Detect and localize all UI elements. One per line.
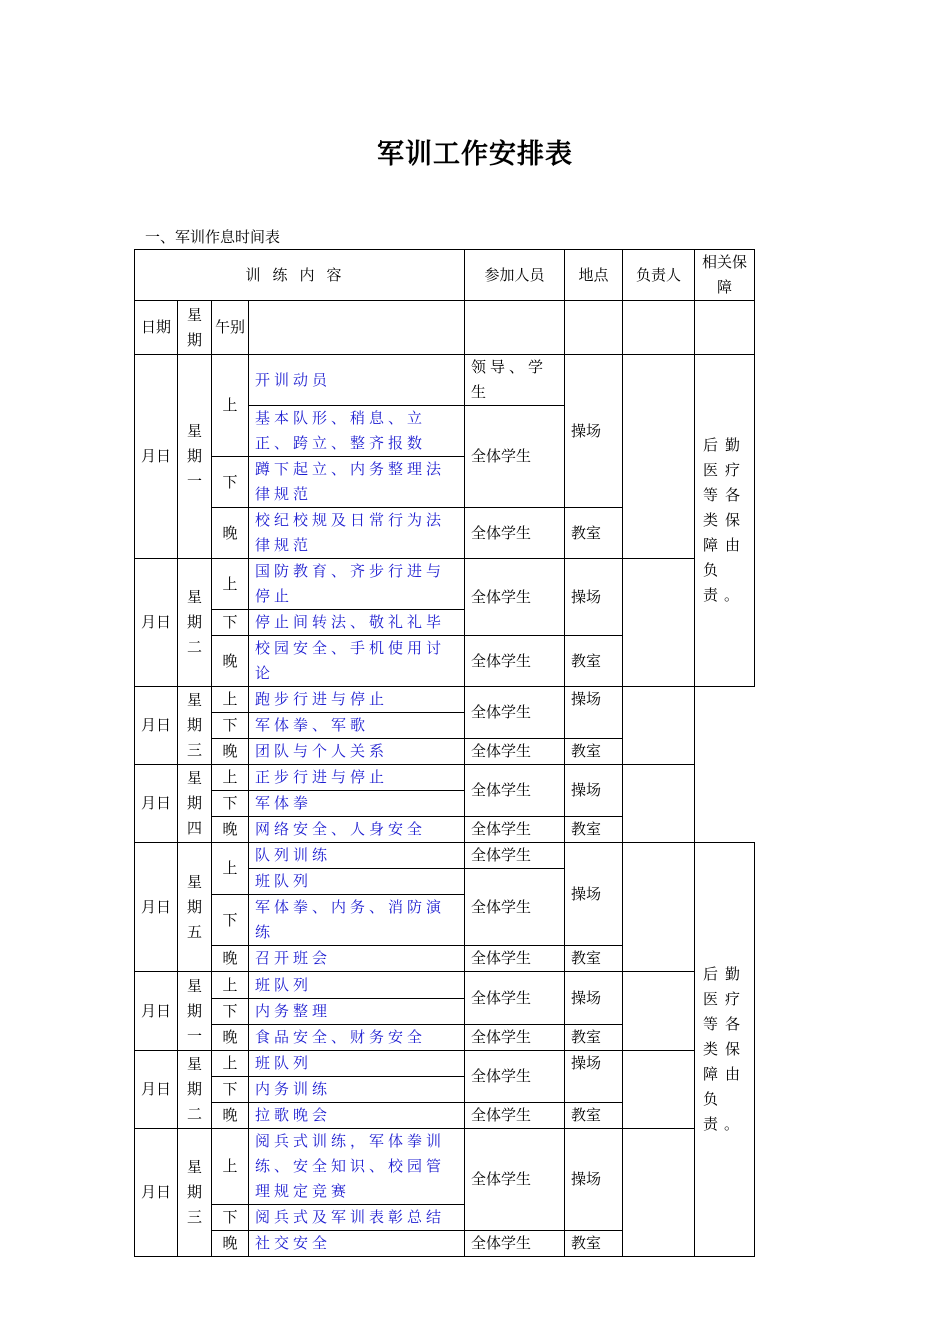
- header-period: 午别: [212, 301, 249, 355]
- table-row: [135, 355, 755, 406]
- responsible-cell: [623, 1051, 695, 1129]
- content-cell: 团队与个人关系: [249, 739, 465, 765]
- period-cell: 上: [212, 355, 249, 457]
- period-cell: 下: [212, 1077, 249, 1103]
- content-cell: 班队列: [249, 869, 465, 895]
- content-cell: 军体拳: [249, 791, 465, 817]
- date-cell: 月日: [135, 972, 178, 1051]
- header-responsible: 负责人: [623, 250, 695, 301]
- responsible-cell: [623, 972, 695, 1051]
- period-cell: 上: [212, 972, 249, 999]
- content-cell: 阅兵式训练，军体拳训练、安全知识、校园管理规定竞赛: [249, 1129, 465, 1205]
- participants-cell: 全体学生: [465, 765, 565, 817]
- content-cell: 召开班会: [249, 946, 465, 972]
- location-cell: 操场: [565, 765, 623, 817]
- content-cell: 校园安全、手机使用讨论: [249, 636, 465, 687]
- location-cell: 操场: [565, 972, 623, 1025]
- location-cell: 操场: [565, 843, 623, 946]
- date-cell: 月日: [135, 687, 178, 765]
- date-cell: 月日: [135, 1051, 178, 1129]
- participants-cell: 全体学生: [465, 1103, 565, 1129]
- support-cell: 后勤医疗等各类保障由负责。: [695, 355, 755, 687]
- period-cell: 上: [212, 1129, 249, 1205]
- content-cell: 跑步行进与停止: [249, 687, 465, 713]
- weekday-cell: 星期三: [178, 1129, 212, 1257]
- participants-cell: 全体学生: [465, 406, 565, 508]
- header-weekday: 星期: [178, 301, 212, 355]
- participants-cell: 全体学生: [465, 1025, 565, 1051]
- table-row: [135, 765, 755, 791]
- period-cell: 上: [212, 559, 249, 610]
- header-date: 日期: [135, 301, 178, 355]
- responsible-cell: [623, 355, 695, 559]
- location-cell: 教室: [565, 946, 623, 972]
- table-row: [135, 687, 755, 713]
- content-cell: 阅兵式及军训表彰总结: [249, 1205, 465, 1231]
- table-row: [135, 1051, 755, 1077]
- content-cell: 班队列: [249, 1051, 465, 1077]
- content-cell: 军体拳、军歌: [249, 713, 465, 739]
- content-cell: 国防教育、齐步行进与停止: [249, 559, 465, 610]
- content-cell: 拉歌晚会: [249, 1103, 465, 1129]
- participants-cell: 全体学生: [465, 1231, 565, 1257]
- date-cell: 月日: [135, 559, 178, 687]
- participants-cell: 全体学生: [465, 972, 565, 1025]
- header-content: 训练内容: [135, 250, 465, 301]
- participants-cell: 全体学生: [465, 739, 565, 765]
- period-cell: 下: [212, 895, 249, 946]
- content-cell: 正步行进与停止: [249, 765, 465, 791]
- location-cell: 教室: [565, 739, 623, 765]
- weekday-cell: 星期二: [178, 1051, 212, 1129]
- responsible-cell: [623, 1129, 695, 1257]
- content-cell: 队列训练: [249, 843, 465, 869]
- content-cell: 停止间转法、敬礼礼毕: [249, 610, 465, 636]
- location-cell: 教室: [565, 1231, 623, 1257]
- period-cell: 晚: [212, 1231, 249, 1257]
- location-cell: 操场: [565, 687, 623, 739]
- participants-cell: 全体学生: [465, 869, 565, 946]
- responsible-cell: [623, 765, 695, 843]
- location-cell: 操场: [565, 559, 623, 636]
- location-cell: 操场: [565, 355, 623, 508]
- content-cell: 军体拳、内务、消防演练: [249, 895, 465, 946]
- content-cell: 网络安全、人身安全: [249, 817, 465, 843]
- content-cell: 校纪校规及日常行为法律规范: [249, 508, 465, 559]
- participants-cell: 领导、学生: [465, 355, 565, 406]
- period-cell: 晚: [212, 1103, 249, 1129]
- content-cell: 内务训练: [249, 1077, 465, 1103]
- participants-cell: 全体学生: [465, 946, 565, 972]
- location-cell: 教室: [565, 1103, 623, 1129]
- date-cell: 月日: [135, 765, 178, 843]
- weekday-cell: 星期五: [178, 843, 212, 972]
- participants-cell: 全体学生: [465, 1051, 565, 1103]
- header-row: [135, 250, 755, 301]
- period-cell: 下: [212, 713, 249, 739]
- period-cell: 下: [212, 1205, 249, 1231]
- location-cell: 教室: [565, 636, 623, 687]
- responsible-cell: [623, 687, 695, 765]
- weekday-cell: 星期一: [178, 355, 212, 559]
- period-cell: 上: [212, 1051, 249, 1077]
- header-support: 相关保障: [695, 250, 755, 301]
- period-cell: 晚: [212, 508, 249, 559]
- participants-cell: 全体学生: [465, 559, 565, 636]
- period-cell: 晚: [212, 636, 249, 687]
- location-cell: 教室: [565, 817, 623, 843]
- period-cell: 上: [212, 843, 249, 895]
- header-location: 地点: [565, 250, 623, 301]
- responsible-cell: [623, 843, 695, 972]
- participants-cell: 全体学生: [465, 687, 565, 739]
- date-cell: 月日: [135, 355, 178, 559]
- section-heading: 一、军训作息时间表: [145, 228, 281, 246]
- table-row: [135, 972, 755, 999]
- period-cell: 上: [212, 687, 249, 713]
- period-cell: 下: [212, 791, 249, 817]
- period-cell: 下: [212, 999, 249, 1025]
- period-cell: 下: [212, 457, 249, 508]
- content-cell: 基本队形、稍息、立正、跨立、整齐报数: [249, 406, 465, 457]
- subheader-row: [135, 301, 755, 355]
- participants-cell: 全体学生: [465, 843, 565, 869]
- participants-cell: 全体学生: [465, 1129, 565, 1231]
- participants-cell: 全体学生: [465, 817, 565, 843]
- responsible-cell: [623, 559, 695, 687]
- participants-cell: 全体学生: [465, 508, 565, 559]
- location-cell: 操场: [565, 1051, 623, 1103]
- document-title: 军训工作安排表: [377, 139, 573, 170]
- content-cell: 社交安全: [249, 1231, 465, 1257]
- table-row: [135, 559, 755, 610]
- period-cell: 下: [212, 610, 249, 636]
- period-cell: 晚: [212, 817, 249, 843]
- table-row: [135, 843, 755, 869]
- content-cell: 食品安全、财务安全: [249, 1025, 465, 1051]
- weekday-cell: 星期四: [178, 765, 212, 843]
- table-row: [135, 1129, 755, 1205]
- participants-cell: 全体学生: [465, 636, 565, 687]
- date-cell: 月日: [135, 843, 178, 972]
- weekday-cell: 星期三: [178, 687, 212, 765]
- weekday-cell: 星期二: [178, 559, 212, 687]
- period-cell: 晚: [212, 946, 249, 972]
- content-cell: 蹲下起立、内务整理法律规范: [249, 457, 465, 508]
- period-cell: 晚: [212, 739, 249, 765]
- content-cell: 班队列: [249, 972, 465, 999]
- period-cell: 上: [212, 765, 249, 791]
- support-cell: 后勤医疗等各类保障由负责。: [695, 843, 755, 1257]
- period-cell: 晚: [212, 1025, 249, 1051]
- schedule-table: [134, 249, 755, 1257]
- header-participants: 参加人员: [465, 250, 565, 301]
- weekday-cell: 星期一: [178, 972, 212, 1051]
- location-cell: 教室: [565, 1025, 623, 1051]
- location-cell: 操场: [565, 1129, 623, 1231]
- location-cell: 教室: [565, 508, 623, 559]
- date-cell: 月日: [135, 1129, 178, 1257]
- content-cell: 开训动员: [249, 355, 465, 406]
- content-cell: 内务整理: [249, 999, 465, 1025]
